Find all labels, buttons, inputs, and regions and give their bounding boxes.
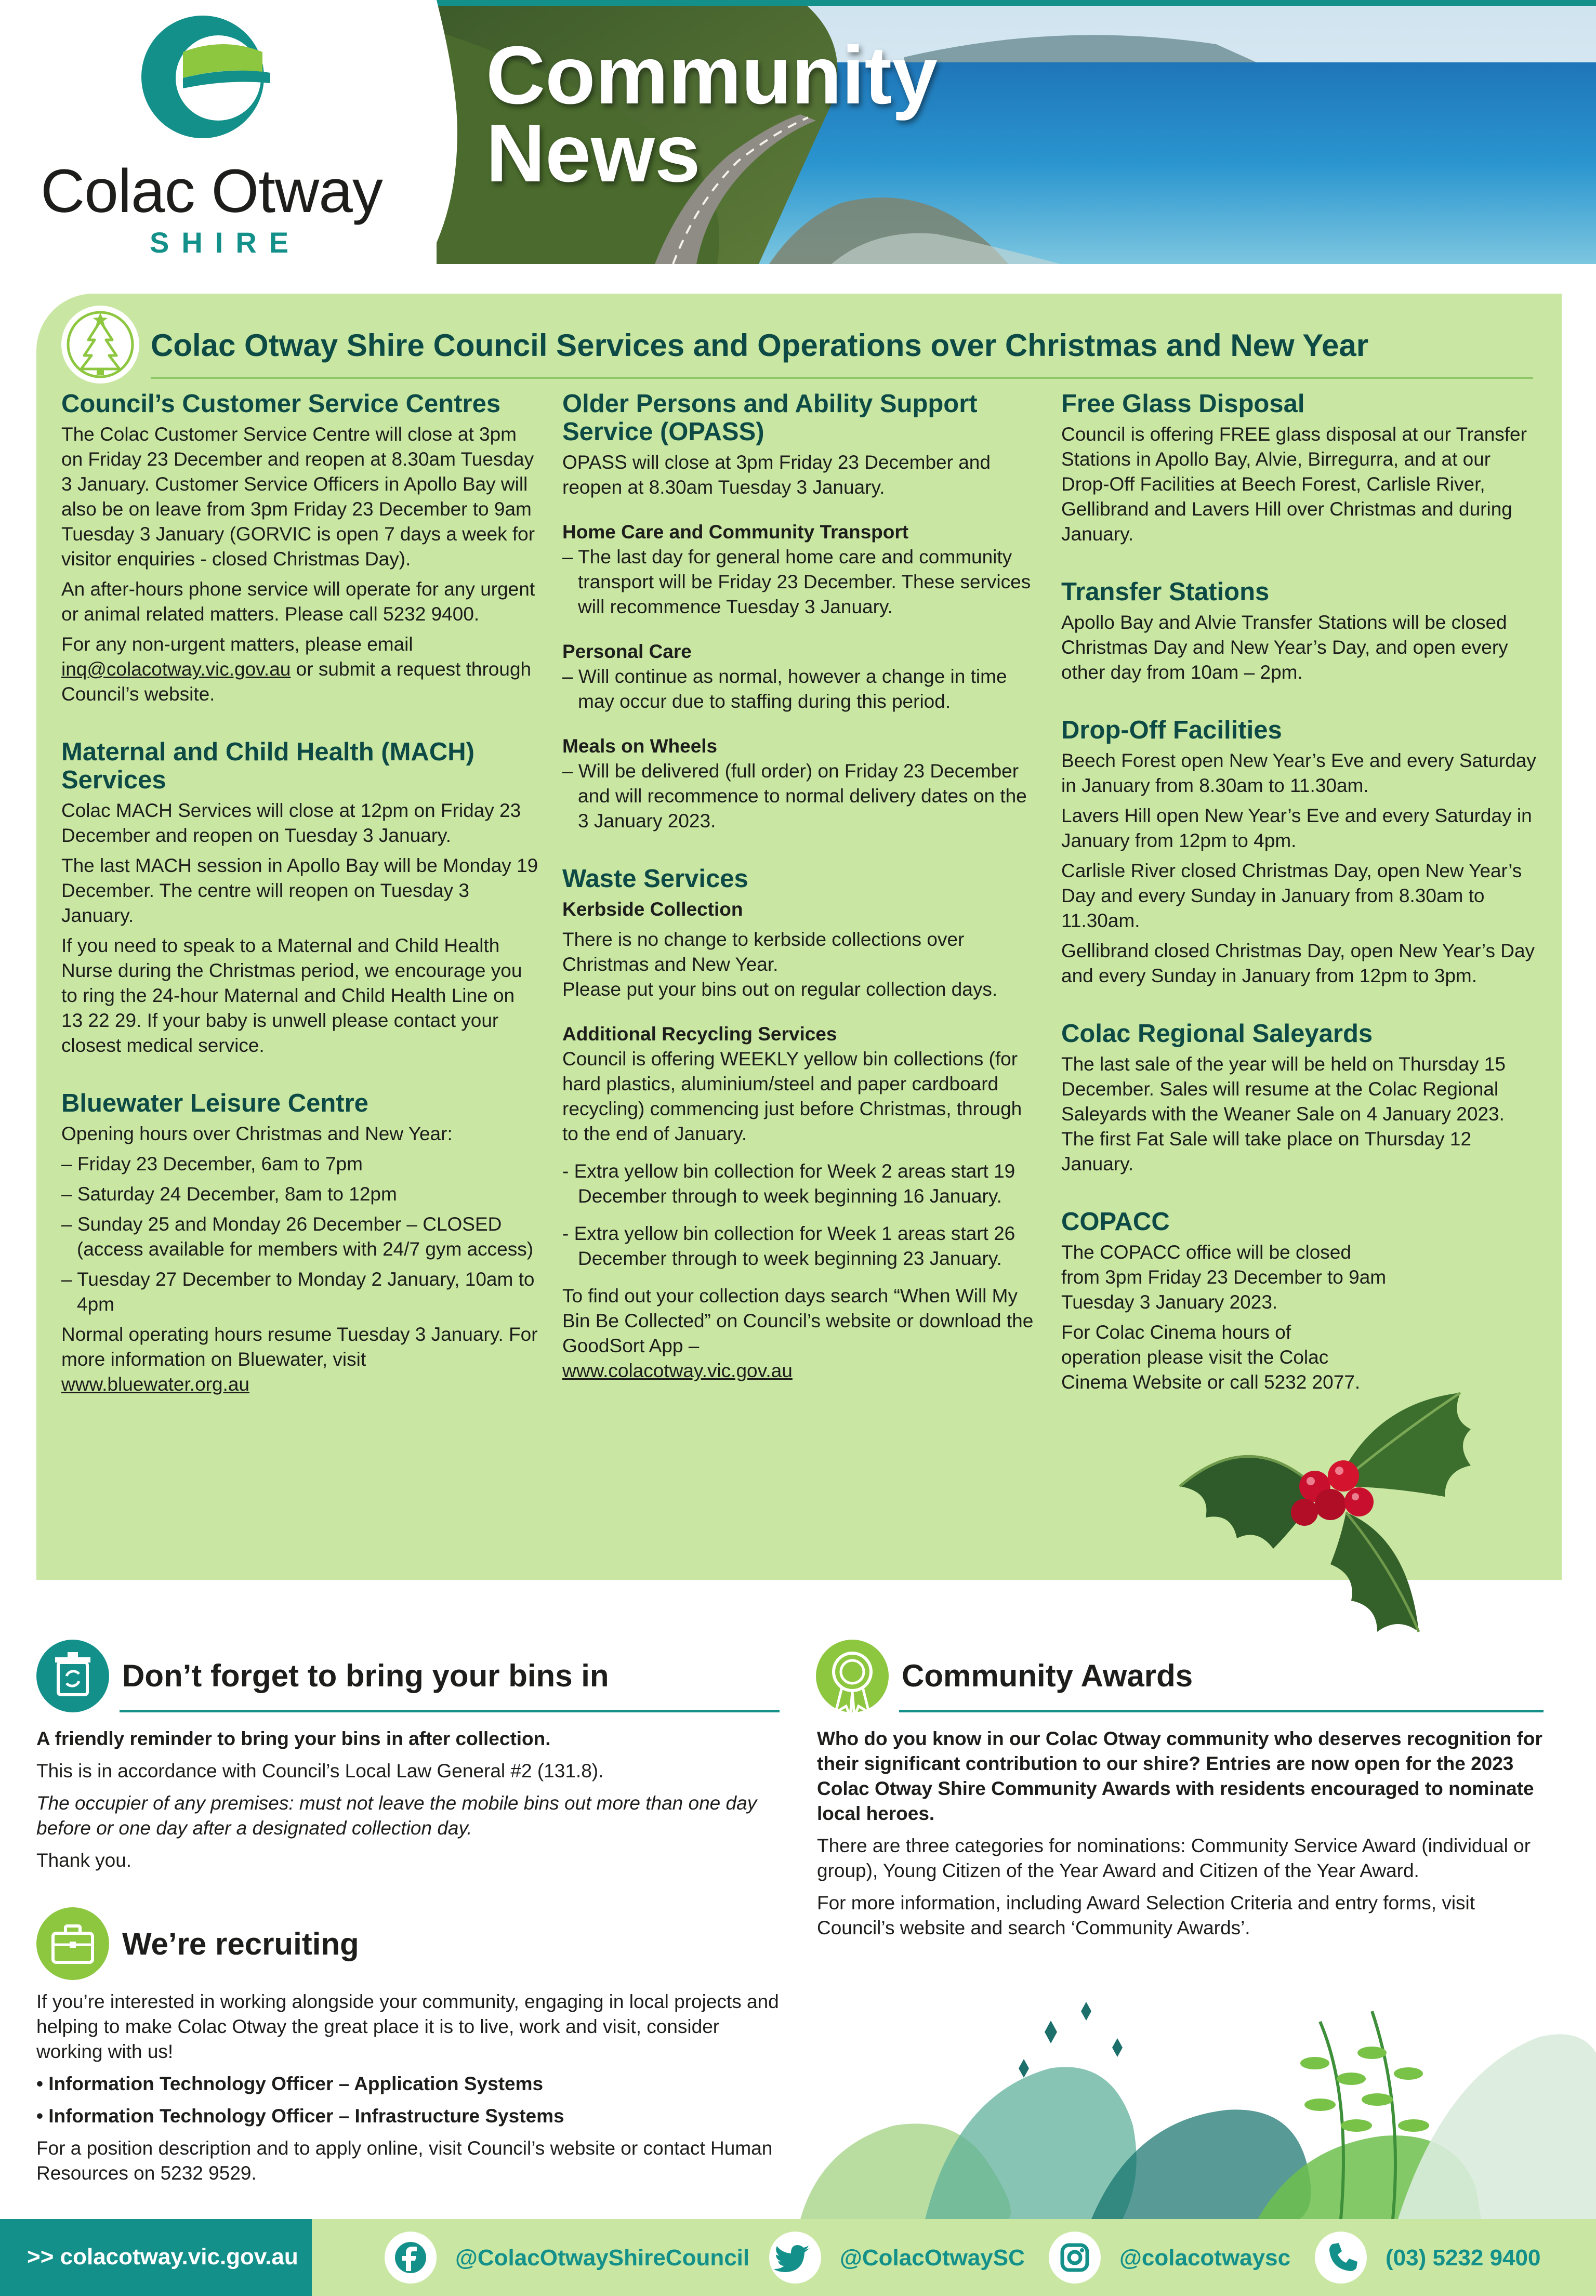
opass-heading: Older Persons and Ability Support Service (OPASS) xyxy=(562,390,978,446)
recruiting-title: We’re recruiting xyxy=(122,1926,359,1961)
instagram-icon xyxy=(1049,2232,1101,2284)
services-column-2 xyxy=(562,390,1040,1389)
services-column-1 xyxy=(61,390,539,1402)
bluewater-hours-item: – Sunday 25 and Monday 26 December – CLOSED (access available for members with 24/7 gym access) xyxy=(61,1213,534,1260)
bluewater-intro: Opening hours over Christmas and New Year: xyxy=(61,1123,453,1144)
foliage-decoration xyxy=(800,1990,1596,2222)
awards-body xyxy=(817,1726,1555,1948)
footer-website-link[interactable]: >> colacotway.vic.gov.au xyxy=(27,2244,298,2269)
footer xyxy=(0,2219,1596,2296)
home-care-item: – The last day for general home care and community transport will be Friday 23 December. These services will recommence Tuesday 3 January. xyxy=(562,546,1031,617)
header xyxy=(0,0,1596,264)
masthead-line-2: News xyxy=(486,108,701,199)
opass-text: OPASS will close at 3pm Friday 23 December and reopen at 8.30am Tuesday 3 January. xyxy=(562,452,991,498)
kerbside-text-1: There is no change to kerbside collections over Christmas and New Year. xyxy=(562,929,965,975)
kerbside-text-2: Please put your bins out on regular collection days. xyxy=(562,979,998,1000)
recycling-item: - Extra yellow bin collection for Week 2 areas start 19 December through to week beginning 16 January. xyxy=(562,1160,1015,1207)
meals-item: – Will be delivered (full order) on Friday 23 December and will recommence to normal delivery dates on the 3 January 2023. xyxy=(562,760,1027,832)
bluewater-hours-item: – Tuesday 27 December to Monday 2 January, 10am to 4pm xyxy=(61,1269,535,1315)
bins-text-1: This is in accordance with Council’s Local Law General #2 (131.8). xyxy=(36,1760,604,1782)
awards-divider xyxy=(899,1710,1544,1712)
bins-body xyxy=(36,1726,785,1880)
mach-text-3: If you need to speak to a Maternal and Child Health Nurse during the Christmas period, we encourage you to ring the 24-hour Maternal and Child Health Line on 13 22 29. If your baby is unwell please contact your closest medical service. xyxy=(61,935,522,1056)
customer-service-text-3 xyxy=(61,632,539,707)
customer-service-text-3-post: or submit a request through Council’s website. xyxy=(61,658,532,705)
recruiting-text-1: If you’re interested in working alongside your community, engaging in local projects and helping to make Colac Otway the great place it is to live, work and visit, consider working with us! xyxy=(36,1991,779,2062)
services-column-3 xyxy=(1061,390,1539,1400)
services-title-divider xyxy=(151,377,1533,379)
transfer-text: Apollo Bay and Alvie Transfer Stations will be closed Christmas Day and New Year’s Day, and open every other day from 10am – 2pm. xyxy=(1061,612,1508,683)
logo-subtitle: SHIRE xyxy=(150,226,301,259)
email-link[interactable]: inq@colacotway.vic.gov.au xyxy=(61,658,291,680)
awards-title: Community Awards xyxy=(902,1658,1193,1693)
colacotway-website-link[interactable]: www.colacotway.vic.gov.au xyxy=(562,1360,793,1381)
services-panel-title: Colac Otway Shire Council Services and Operations over Christmas and New Year xyxy=(151,328,1369,363)
holly-decoration xyxy=(1149,1268,1595,1697)
recruiting-body xyxy=(36,1989,785,2193)
bluewater-hours-item: – Friday 23 December, 6am to 7pm xyxy=(61,1153,363,1175)
footer-url-box xyxy=(0,2219,312,2296)
facebook-icon xyxy=(385,2232,437,2284)
copacc-heading: COPACC xyxy=(1061,1208,1170,1236)
logo-name: Colac Otway xyxy=(41,157,382,226)
logo-panel xyxy=(0,0,457,264)
customer-service-text-1: The Colac Customer Service Centre will close at 3pm on Friday 23 December and reopen at 8.30am Tuesday 3 January. Customer Service Officers in Apollo Bay will also be on leave from 3pm Friday 23 December to 9am Tuesday 3 January (GORVIC is open 7 days a week for visitor enquiries - closed Christmas Day). xyxy=(61,424,535,570)
saleyards-heading: Colac Regional Saleyards xyxy=(1061,1020,1373,1048)
bluewater-outro xyxy=(61,1322,539,1397)
recruiting-text-2: For a position description and to apply online, visit Council’s website or contact Human Resources on 5232 9529. xyxy=(36,2137,773,2184)
dropoff-text-4: Gellibrand closed Christmas Day, open New Year’s Day and every Sunday in January from 12pm to 3pm. xyxy=(1061,940,1535,986)
awards-text-2: For more information, including Award Selection Criteria and entry forms, visit Council’s website and search ‘Community Awards’. xyxy=(817,1892,1475,1938)
bluewater-heading: Bluewater Leisure Centre xyxy=(61,1089,368,1117)
bins-divider xyxy=(120,1710,780,1712)
dropoff-text-3: Carlisle River closed Christmas Day, open New Year’s Day and every Sunday in January from 8.30am to 11.30am. xyxy=(1061,860,1522,931)
masthead-title xyxy=(486,30,938,199)
mach-text-1: Colac MACH Services will close at 12pm on Friday 23 December and reopen on Tuesday 3 January. xyxy=(61,800,521,846)
customer-service-heading: Council’s Customer Service Centres xyxy=(61,390,501,418)
job-listing: • Information Technology Officer – Application Systems xyxy=(36,2073,544,2094)
phone-number: (03) 5232 9400 xyxy=(1386,2245,1541,2271)
collection-info-text: To find out your collection days search “When Will My Bin Be Collected” on Council’s website or download the GoodSort App – xyxy=(562,1285,1034,1356)
kerbside-heading: Kerbside Collection xyxy=(562,899,743,920)
glass-text: Council is offering FREE glass disposal at our Transfer Stations in Apollo Bay, Alvie, Birregurra, and at our Drop-Off Facilities at Beech Forest, Carlisle River, Gellibrand and Lavers Hill over Christmas and during January. xyxy=(1061,424,1527,545)
bluewater-link[interactable]: www.bluewater.org.au xyxy=(61,1374,249,1395)
waste-heading: Waste Services xyxy=(562,865,748,893)
personal-care-item: – Will continue as normal, however a change in time may occur due to staffing during this period. xyxy=(562,666,1007,712)
instagram-handle: @colacotwaysc xyxy=(1119,2245,1291,2271)
recycling-item: - Extra yellow bin collection for Week 1 areas start 26 December through to week beginning 23 January. xyxy=(562,1223,1015,1269)
briefcase-icon xyxy=(36,1907,109,1980)
twitter-handle: @ColacOtwaySC xyxy=(840,2245,1025,2271)
home-care-heading: Home Care and Community Transport xyxy=(562,521,909,543)
dropoff-heading: Drop-Off Facilities xyxy=(1061,716,1282,744)
customer-service-text-3-pre: For any non-urgent matters, please email xyxy=(61,634,413,655)
awards-text-1: There are three categories for nominations: Community Service Award (individual or group), Young Citizen of the Year Award and Citizen of the Year Award. xyxy=(817,1835,1531,1881)
twitter-icon xyxy=(769,2232,821,2284)
recycling-text: Council is offering WEEKLY yellow bin collections (for hard plastics, aluminium/steel and paper cardboard recycling) commencing just before Christmas, through to the end of January. xyxy=(562,1048,1022,1144)
copacc-text-2: For Colac Cinema hours of operation please visit the Colac Cinema Website or call 5232 2077. xyxy=(1061,1322,1361,1393)
saleyards-text: The last sale of the year will be held on Thursday 15 December. Sales will resume at the Colac Regional Saleyards with the Weaner Sale on 4 January 2023. The first Fat Sale will take place on Thursday 12 January. xyxy=(1061,1053,1506,1175)
bins-text-3: Thank you. xyxy=(36,1850,132,1871)
dropoff-text-2: Lavers Hill open New Year’s Eve and every Saturday in January from 12pm to 4pm. xyxy=(1061,805,1532,851)
bins-lead: A friendly reminder to bring your bins in after collection. xyxy=(36,1728,551,1749)
phone-icon xyxy=(1315,2232,1367,2284)
bluewater-hours-item: – Saturday 24 December, 8am to 12pm xyxy=(61,1183,397,1205)
recycling-heading: Additional Recycling Services xyxy=(562,1023,837,1045)
award-ribbon-icon xyxy=(816,1640,889,1712)
transfer-heading: Transfer Stations xyxy=(1061,578,1270,606)
bins-text-2: The occupier of any premises: must not leave the mobile bins out more than one day before or one day after a designated collection day. xyxy=(36,1792,757,1839)
christmas-tree-icon xyxy=(61,306,139,384)
mach-text-2: The last MACH session in Apollo Bay will be Monday 19 December. The centre will reopen on Tuesday 3 January. xyxy=(61,855,538,926)
customer-service-text-2: An after-hours phone service will operate for any urgent or animal related matters. Please call 5232 9400. xyxy=(61,578,535,625)
glass-heading: Free Glass Disposal xyxy=(1061,390,1305,418)
recycle-bin-icon xyxy=(36,1640,109,1712)
copacc-text-1: The COPACC office will be closed from 3pm Friday 23 December to 9am Tuesday 3 January 2023. xyxy=(1061,1242,1387,1313)
awards-lead: Who do you know in our Colac Otway community who deserves recognition for their significant contribution to our shire? Entries are now open for the 2023 Colac Otway Shire Community Awards with residents encouraged to nominate local heroes. xyxy=(817,1728,1542,1824)
personal-care-heading: Personal Care xyxy=(562,641,692,662)
masthead-line-1: Community xyxy=(486,30,938,121)
dropoff-text-1: Beech Forest open New Year’s Eve and every Saturday in January from 8.30am to 11.30am. xyxy=(1061,750,1536,796)
bluewater-outro-text: Normal operating hours resume Tuesday 3 January. For more information on Bluewater, visit xyxy=(61,1324,538,1370)
job-listing: • Information Technology Officer – Infrastructure Systems xyxy=(36,2105,564,2127)
meals-heading: Meals on Wheels xyxy=(562,735,718,757)
bins-title: Don’t forget to bring your bins in xyxy=(122,1658,609,1693)
facebook-handle: @ColacOtwayShireCouncil xyxy=(455,2245,750,2271)
mach-heading: Maternal and Child Health (MACH) Services xyxy=(61,738,474,794)
